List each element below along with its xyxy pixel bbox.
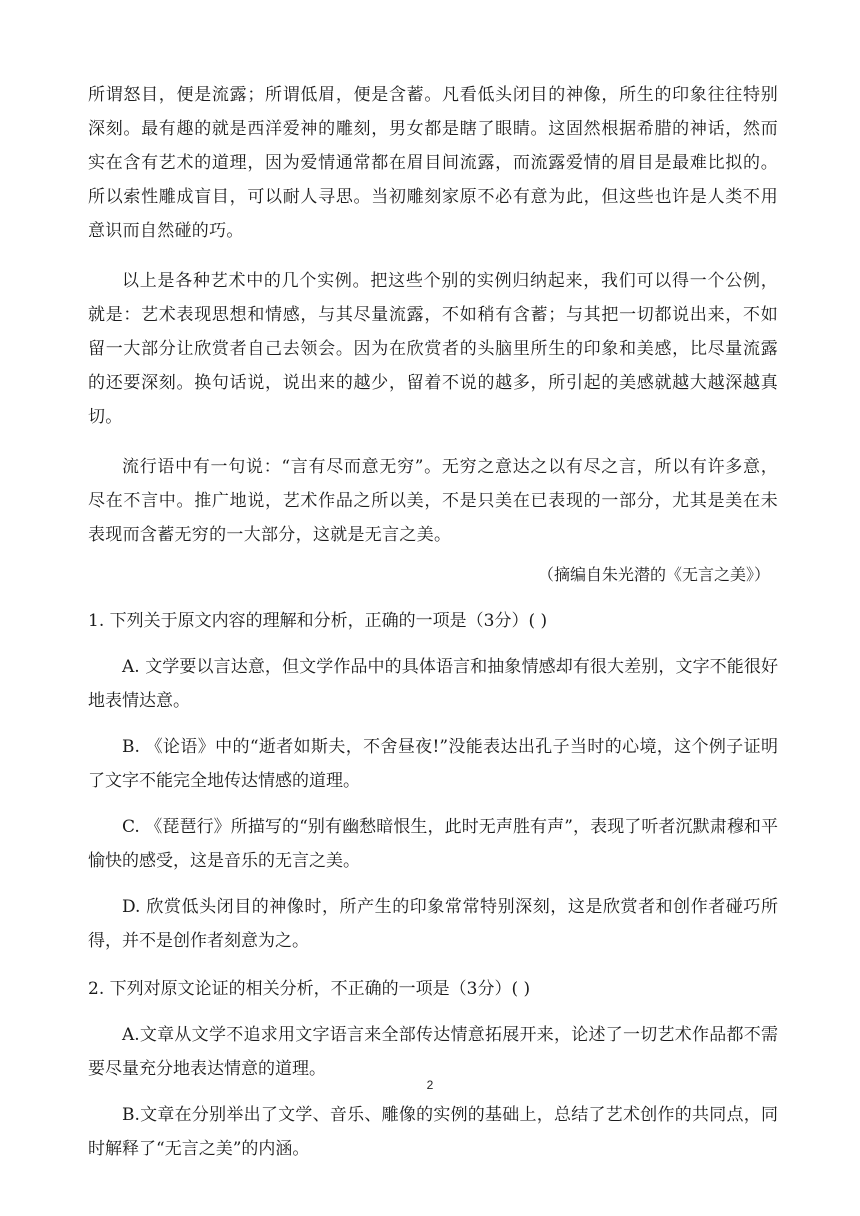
passage-paragraph-2: 以上是各种艺术中的几个实例。把这些个别的实例归纳起来，我们可以得一个公例，就是：艺术表现思想和情感，与其尽量流露，不如稍有含蓄；与其把一切都说出来，不如留一大部分让欣赏者自己去领会。因为在欣赏者的头脑里所生的印象和美感，比尽量流露的还要深刻。换句话说，说出来的越少，留着不说的越多，所引起的美感就越大越深越真切。	[88, 271, 778, 427]
question-stem: 1. 下列关于原文内容的理解和分析，正确的一项是（3分）( )	[88, 611, 548, 631]
option-a: A. 文学要以言达意，但文学作品中的具体语言和抽象情感却有很大差别，文字不能很好地表情达意。	[88, 657, 778, 711]
passage-source: （摘编自朱光潜的《无言之美》）	[537, 565, 770, 584]
passage-paragraph-1: 所谓怒目，便是流露；所谓低眉，便是含蓄。凡看低头闭目的神像，所生的印象往往特别深刻。最有趣的就是西洋爱神的雕刻，男女都是瞎了眼睛。这固然根据希腊的神话，然而实在含有艺术的道理，因为爱情通常都在眉目间流露，而流露爱情的眉目是最难比拟的。所以索性雕成盲目，可以耐人寻思。当初雕刻家原不必有意为此，但这些也许是人类不用意识而自然碰的巧。	[88, 85, 778, 241]
option-b: B. 《论语》中的“逝者如斯夫，不舍昼夜!”没能表达出孔子当时的心境，这个例子证明了文字不能完全地传达情感的道理。	[88, 737, 778, 791]
question-stem: 2. 下列对原文论证的相关分析，不正确的一项是（3分）( )	[88, 979, 531, 999]
option-b: B.文章在分别举出了文学、音乐、雕像的实例的基础上，总结了艺术创作的共同点，同时解释了“无言之美”的内涵。	[88, 1105, 778, 1159]
option-c: C. 《琵琶行》所描写的“别有幽愁暗恨生，此时无声胜有声”，表现了听者沉默肃穆和平愉快的感受，这是音乐的无言之美。	[88, 817, 778, 871]
question-1	[88, 604, 778, 958]
document-page	[88, 78, 778, 1166]
option-d: D. 欣赏低头闭目的神像时，所产生的印象常常特别深刻，这是欣赏者和创作者碰巧所得，并不是创作者刻意为之。	[88, 897, 778, 951]
passage-paragraph-3: 流行语中有一句说：“言有尽而意无穷”。无穷之意达之以有尽之言，所以有许多意，尽在不言中。推广地说，艺术作品之所以美，不是只美在已表现的一部分，尤其是美在未表现而含蓄无穷的一大部分，这就是无言之美。	[88, 457, 778, 545]
page-number: 2	[426, 1078, 434, 1092]
option-a: A.文章从文学不追求用文字语言来全部传达情意拓展开来，论述了一切艺术作品都不需要尽量充分地表达情意的道理。	[88, 1025, 778, 1079]
question-2	[88, 972, 778, 1166]
